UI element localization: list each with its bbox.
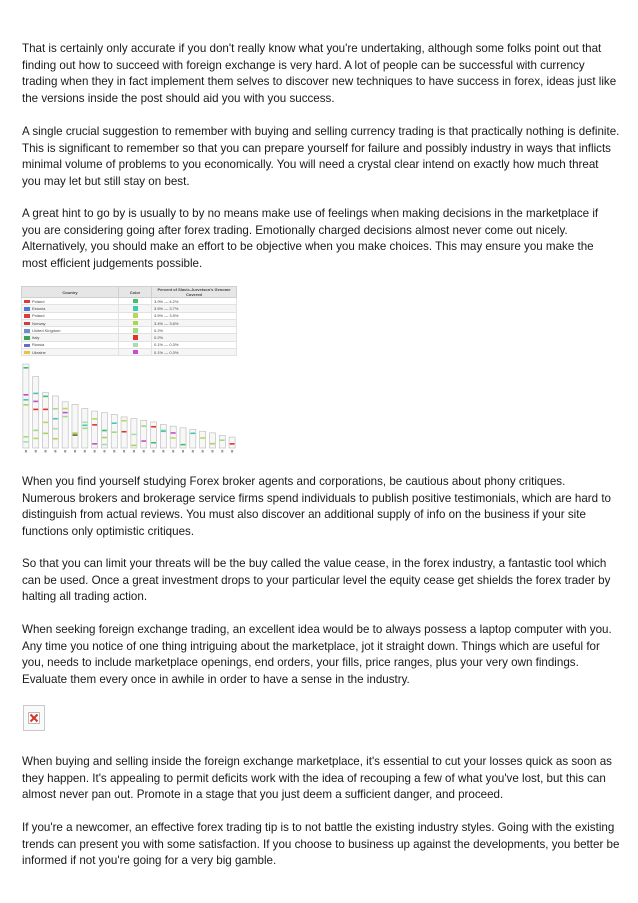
- segment-mark: [161, 430, 166, 432]
- color-cell: [119, 334, 152, 341]
- segment-mark: [200, 437, 205, 439]
- country-name: Poland: [32, 313, 45, 319]
- table-row: [22, 341, 237, 348]
- percent-cell: 3.5% — 3.5%: [152, 312, 237, 319]
- country-name: Estonia: [32, 305, 46, 311]
- color-swatch: [133, 321, 138, 326]
- country-cell: [22, 341, 119, 348]
- segment-mark: [112, 422, 117, 424]
- segment-mark: [122, 420, 127, 422]
- segment-mark: [53, 408, 58, 410]
- percent-cell: 0.1% — 0.3%: [152, 349, 237, 356]
- segment-mark: [53, 438, 58, 440]
- segment-mark: [23, 367, 28, 369]
- country-cell: [22, 319, 119, 326]
- country-cell: [22, 334, 119, 341]
- paragraph-4: When you find yourself studying Forex broker agents and corporations, be cautious about phony critiques. Numerous brokers and brokerage service firms spend individuals to publish positive testimonials, which are hard to distinguish from actual reviews. You must also discover an additional supply of info on the business if your site functions only optimistic critiques.: [22, 475, 611, 538]
- segment-mark: [82, 422, 87, 424]
- chromosome-bar: [131, 419, 137, 448]
- percent-cell: 0.1% — 0.3%: [152, 341, 237, 348]
- table-row: [22, 312, 237, 319]
- chromosome-bar: [229, 437, 235, 448]
- bar-label-mark: [211, 450, 213, 453]
- segment-mark: [53, 428, 58, 430]
- percent-cell: 0.2%: [152, 327, 237, 334]
- color-swatch: [133, 306, 138, 311]
- color-swatch: [133, 299, 138, 304]
- flag-icon: [24, 322, 30, 326]
- segment-mark: [33, 438, 38, 440]
- segment-mark: [141, 440, 146, 442]
- chromosome-bar: [160, 424, 166, 448]
- country-cell: [22, 312, 119, 319]
- country-name: Russia: [32, 342, 45, 348]
- table-row: [22, 349, 237, 356]
- segment-mark: [131, 445, 136, 447]
- color-cell: [119, 349, 152, 356]
- chromosome-bar: [190, 430, 196, 448]
- country-name: Ukraine: [32, 349, 46, 355]
- percent-cell: 3.4% — 3.6%: [152, 319, 237, 326]
- chromosome-bar: [92, 411, 98, 448]
- chromosome-bar: [43, 393, 49, 448]
- bar-label-mark: [231, 450, 233, 453]
- chromosome-bar: [52, 396, 58, 448]
- color-cell: [119, 312, 152, 319]
- header-percent: Percent of Slavic-Jurvetson's Genome Covered: [152, 287, 237, 298]
- segment-mark: [73, 432, 78, 434]
- chromosome-bar: [209, 433, 215, 448]
- country-name: Italy: [32, 335, 40, 341]
- segment-mark: [33, 393, 38, 395]
- segment-mark: [131, 434, 136, 436]
- paragraph-1: That is certainly only accurate if you don't really know what you're undertaking, although some folks point out that finding out how to succeed with foreign exchange is very hard. A lot of people can be successful with currency trading when they in fact implement them selves to discover new techniques to have success in forex, ideas just like the versions inside the post should aid you with you success.: [22, 42, 617, 105]
- table-row: [22, 334, 237, 341]
- paragraph-6: When seeking foreign exchange trading, an excellent idea would be to always possess a laptop computer with you. Any time you notice of one thing intriguing about the marketplace, jot it straight down. Things which are useful for you, needs to include marketplace openings, end orders, your fills, price ranges, plus your very own findings. Evaluate them every once in awhile in order to have a sense in the industry.: [22, 623, 612, 686]
- segment-mark: [210, 443, 215, 445]
- segment-mark: [171, 437, 176, 439]
- bar-label-mark: [182, 450, 184, 453]
- flag-icon: [24, 344, 30, 348]
- segment-mark: [141, 425, 146, 427]
- bar-label-mark: [143, 450, 145, 453]
- bar-label-mark: [64, 450, 66, 453]
- paragraph-5: So that you can limit your threats will be the buy called the value cease, in the forex industry, a fantastic tool which can be used. Once a great investment drops to your particular level the equity cease get shields the forex trader by halting all trading action.: [22, 557, 611, 603]
- bar-label-mark: [84, 450, 86, 453]
- chromosome-bar: [219, 435, 225, 448]
- segment-mark: [63, 408, 68, 410]
- segment-mark: [171, 432, 176, 434]
- segment-mark: [230, 443, 235, 445]
- genome-table: [21, 286, 237, 356]
- segment-mark: [92, 418, 97, 420]
- flag-icon: [24, 336, 30, 340]
- country-cell: [22, 298, 119, 305]
- flag-icon: [24, 329, 30, 333]
- chromosome-bar: [151, 422, 157, 448]
- bar-label-mark: [74, 450, 76, 453]
- segment-mark: [23, 399, 28, 401]
- segment-mark: [181, 444, 186, 446]
- genome-table-body: [22, 298, 237, 356]
- chromosome-bar: [33, 377, 39, 448]
- bar-label-mark: [162, 450, 164, 453]
- segment-mark: [43, 422, 48, 424]
- chromosome-bar: [23, 364, 29, 448]
- country-cell: [22, 305, 119, 312]
- bar-label-mark: [192, 450, 194, 453]
- bar-label-mark: [45, 450, 47, 453]
- segment-mark: [63, 412, 68, 414]
- flag-icon: [24, 314, 30, 318]
- segment-mark: [33, 409, 38, 411]
- country-name: United Kingdom: [32, 327, 61, 333]
- chromosome-bar: [200, 431, 206, 448]
- segment-mark: [23, 394, 28, 396]
- bar-label-mark: [103, 450, 105, 453]
- bar-label-mark: [153, 450, 155, 453]
- segment-mark: [151, 442, 156, 444]
- bar-label-mark: [202, 450, 204, 453]
- color-swatch: [133, 335, 138, 340]
- segment-mark: [92, 424, 97, 426]
- header-country: Country: [22, 287, 119, 298]
- chromosome-bar: [111, 414, 117, 448]
- color-swatch: [133, 328, 138, 333]
- color-cell: [119, 327, 152, 334]
- table-row: [22, 305, 237, 312]
- segment-mark: [33, 430, 38, 432]
- segment-mark: [43, 409, 48, 411]
- paragraph-3: A great hint to go by is usually to by no means make use of feelings when making decisions in the marketplace if you are considering going after forex trading. Emotionally charged decisions almost never come out nicely. Alternatively, you should make an effort to be objective when you make choices. This may ensure you make the most efficient judgements possible.: [22, 207, 599, 270]
- color-cell: [119, 341, 152, 348]
- color-swatch: [133, 350, 138, 355]
- country-name: Norway: [32, 320, 46, 326]
- segment-mark: [82, 428, 87, 430]
- color-swatch: [133, 343, 138, 348]
- segment-mark: [82, 425, 87, 427]
- percent-cell: 0.2%: [152, 334, 237, 341]
- bar-label-mark: [54, 450, 56, 453]
- segment-mark: [43, 433, 48, 435]
- flag-icon: [24, 351, 30, 355]
- segment-mark: [102, 437, 107, 439]
- color-cell: [119, 319, 152, 326]
- chromosome-bar: [170, 426, 176, 448]
- header-color: Color: [119, 287, 152, 298]
- segment-mark: [190, 433, 195, 435]
- bar-label-mark: [133, 450, 135, 453]
- bar-label-mark: [123, 450, 125, 453]
- segment-mark: [53, 418, 58, 420]
- flag-icon: [24, 307, 30, 311]
- paragraph-7: When buying and selling inside the foreign exchange marketplace, it's essential to cut your losses quick as soon as they happen. It's appealing to permit deficits work with the idea of recouping a few of what you've lost, but this can almost never pan out. Promote in a stage that you just deem a sufficient danger, and proceed.: [22, 755, 612, 801]
- bar-label-mark: [221, 450, 223, 453]
- segment-mark: [23, 441, 28, 443]
- bar-label-mark: [172, 450, 174, 453]
- country-cell: [22, 349, 119, 356]
- chromosome-bar: [72, 404, 78, 448]
- percent-cell: 3.9% — 4.2%: [152, 298, 237, 305]
- segment-mark: [102, 444, 107, 446]
- country-cell: [22, 327, 119, 334]
- segment-mark: [33, 401, 38, 403]
- segment-mark: [43, 396, 48, 398]
- table-row: [22, 319, 237, 326]
- genome-figure: [21, 286, 237, 456]
- color-swatch: [133, 313, 138, 318]
- segment-mark: [122, 431, 127, 433]
- segment-mark: [63, 416, 68, 418]
- paragraph-8: If you're a newcomer, an effective forex trading tip is to not battle the existing industry styles. Going with the existing trends can present you with some satisfaction. If you choose to business up against the developments, you better be informed if not you're going for a very big gamble.: [22, 821, 620, 867]
- paragraph-2: A single crucial suggestion to remember with buying and selling currency trading is that practically nothing is definite. This is significant to remember so that you can prepare yourself for failure and possibly industry in ways that inflicts minimal volume of problems to you economically. You will need a crystal clear intend on exactly how much threat you may let but still stay on best.: [22, 125, 620, 188]
- table-row: [22, 298, 237, 305]
- color-cell: [119, 305, 152, 312]
- table-row: [22, 327, 237, 334]
- segment-mark: [112, 431, 117, 433]
- bar-label-mark: [94, 450, 96, 453]
- chromosome-bar: [141, 420, 147, 448]
- segment-mark: [102, 430, 107, 432]
- color-cell: [119, 298, 152, 305]
- segment-mark: [23, 436, 28, 438]
- segment-mark: [220, 439, 225, 441]
- percent-cell: 3.5% — 3.7%: [152, 305, 237, 312]
- country-name: Poland: [32, 298, 45, 304]
- segment-mark: [151, 426, 156, 428]
- broken-image-icon: [23, 705, 45, 731]
- bar-label-mark: [35, 450, 37, 453]
- genome-bar-chart: [21, 362, 237, 454]
- bar-label-mark: [25, 450, 27, 453]
- segment-mark: [92, 443, 97, 445]
- segment-mark: [23, 404, 28, 406]
- bar-label-mark: [113, 450, 115, 453]
- flag-icon: [24, 300, 30, 304]
